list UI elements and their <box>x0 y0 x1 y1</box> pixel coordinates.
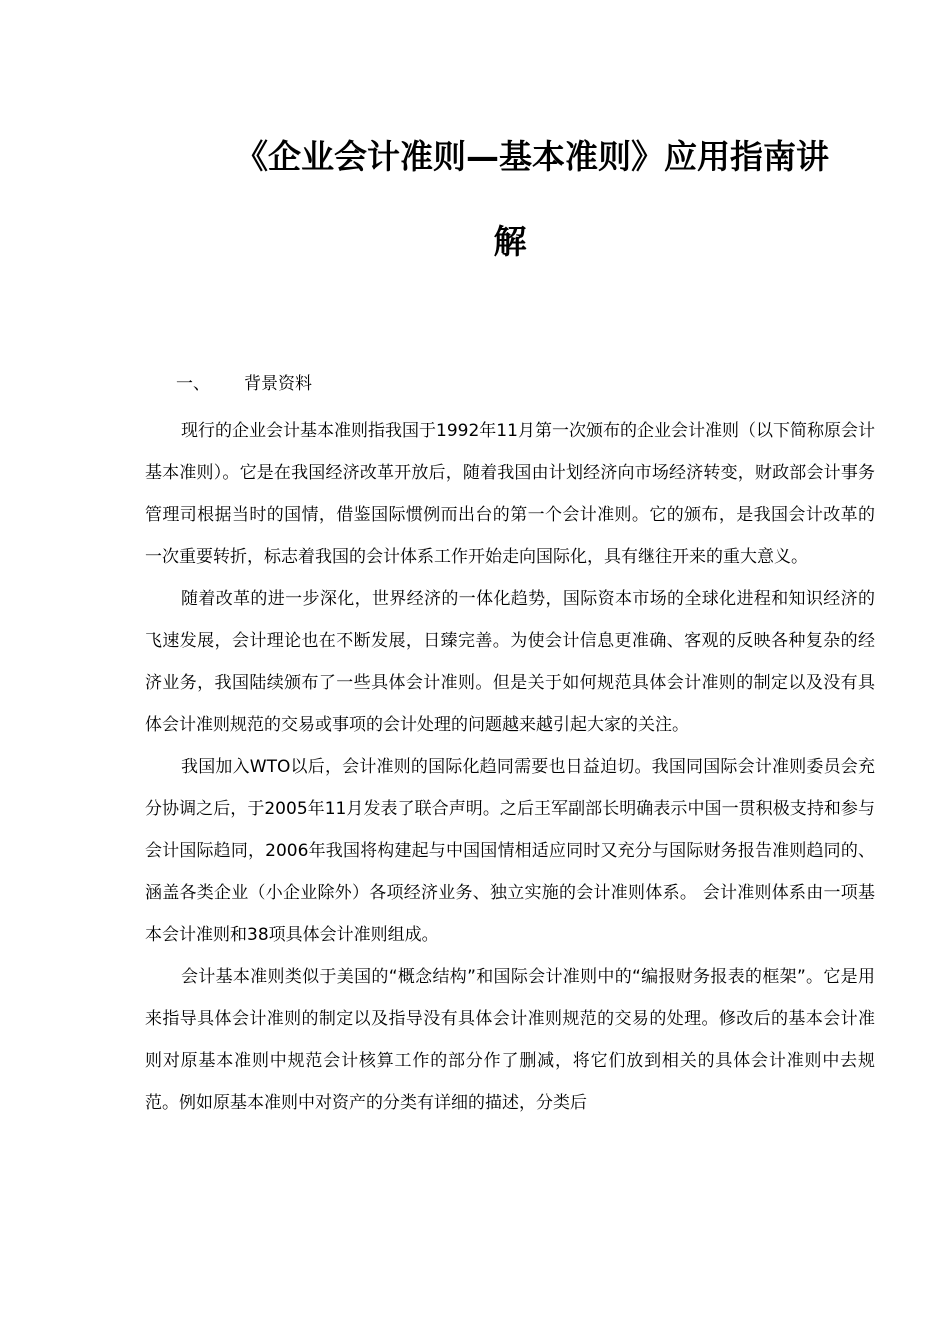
section-heading <box>176 373 312 395</box>
body-text <box>145 410 875 1124</box>
document-title-line-2: 解 <box>493 222 527 261</box>
paragraph-4: 会计基本准则类似于美国的“概念结构”和国际会计准则中的“编报财务报表的框架”。它是用来指导具体会计准则的制定以及指导没有具体会计准则规范的交易的处理。修改后的基本会计准则对原基本准则中规范会计核算工作的部分作了删减，将它们放到相关的具体会计准则中去规范。例如原基本准则中对资产的分类有详细的描述，分类后 <box>145 967 875 1113</box>
paragraph-2: 随着改革的进一步深化，世界经济的一体化趋势，国际资本市场的全球化进程和知识经济的飞速发展，会计理论也在不断发展，日臻完善。为使会计信息更准确、客观的反映各种复杂的经济业务，我国陆续颁布了一些具体会计准则。但是关于如何规范具体会计准则的制定以及没有具体会计准则规范的交易或事项的会计处理的问题越来越引起大家的关注。 <box>145 589 875 735</box>
paragraph-1: 现行的企业会计基本准则指我国于1992年11月第一次颁布的企业会计准则（以下简称原会计基本准则）。它是在我国经济改革开放后，随着我国由计划经济向市场经济转变，财政部会计事务管理司根据当时的国情，借鉴国际惯例而出台的第一个会计准则。它的颁布，是我国会计改革的一次重要转折，标志着我国的会计体系工作开始走向国际化，具有继往开来的重大意义。 <box>145 421 875 567</box>
section-number: 一、 <box>176 374 210 394</box>
paragraph-3: 我国加入WTO以后，会计准则的国际化趋同需要也日益迫切。我国同国际会计准则委员会充分协调之后，于2005年11月发表了联合声明。之后王军副部长明确表示中国一贯积极支持和参与会计国际趋同，2006年我国将构建起与中国国情相适应同时又充分与国际财务报告准则趋同的、涵盖各类企业（小企业除外）各项经济业务、独立实施的会计准则体系。 会计准则体系由一项基本会计准则和38项具体会计准则组成。 <box>145 757 875 945</box>
document-title-line-1: 《企业会计准则—基本准则》应用指南讲 <box>235 137 829 176</box>
section-title: 背景资料 <box>244 374 312 394</box>
